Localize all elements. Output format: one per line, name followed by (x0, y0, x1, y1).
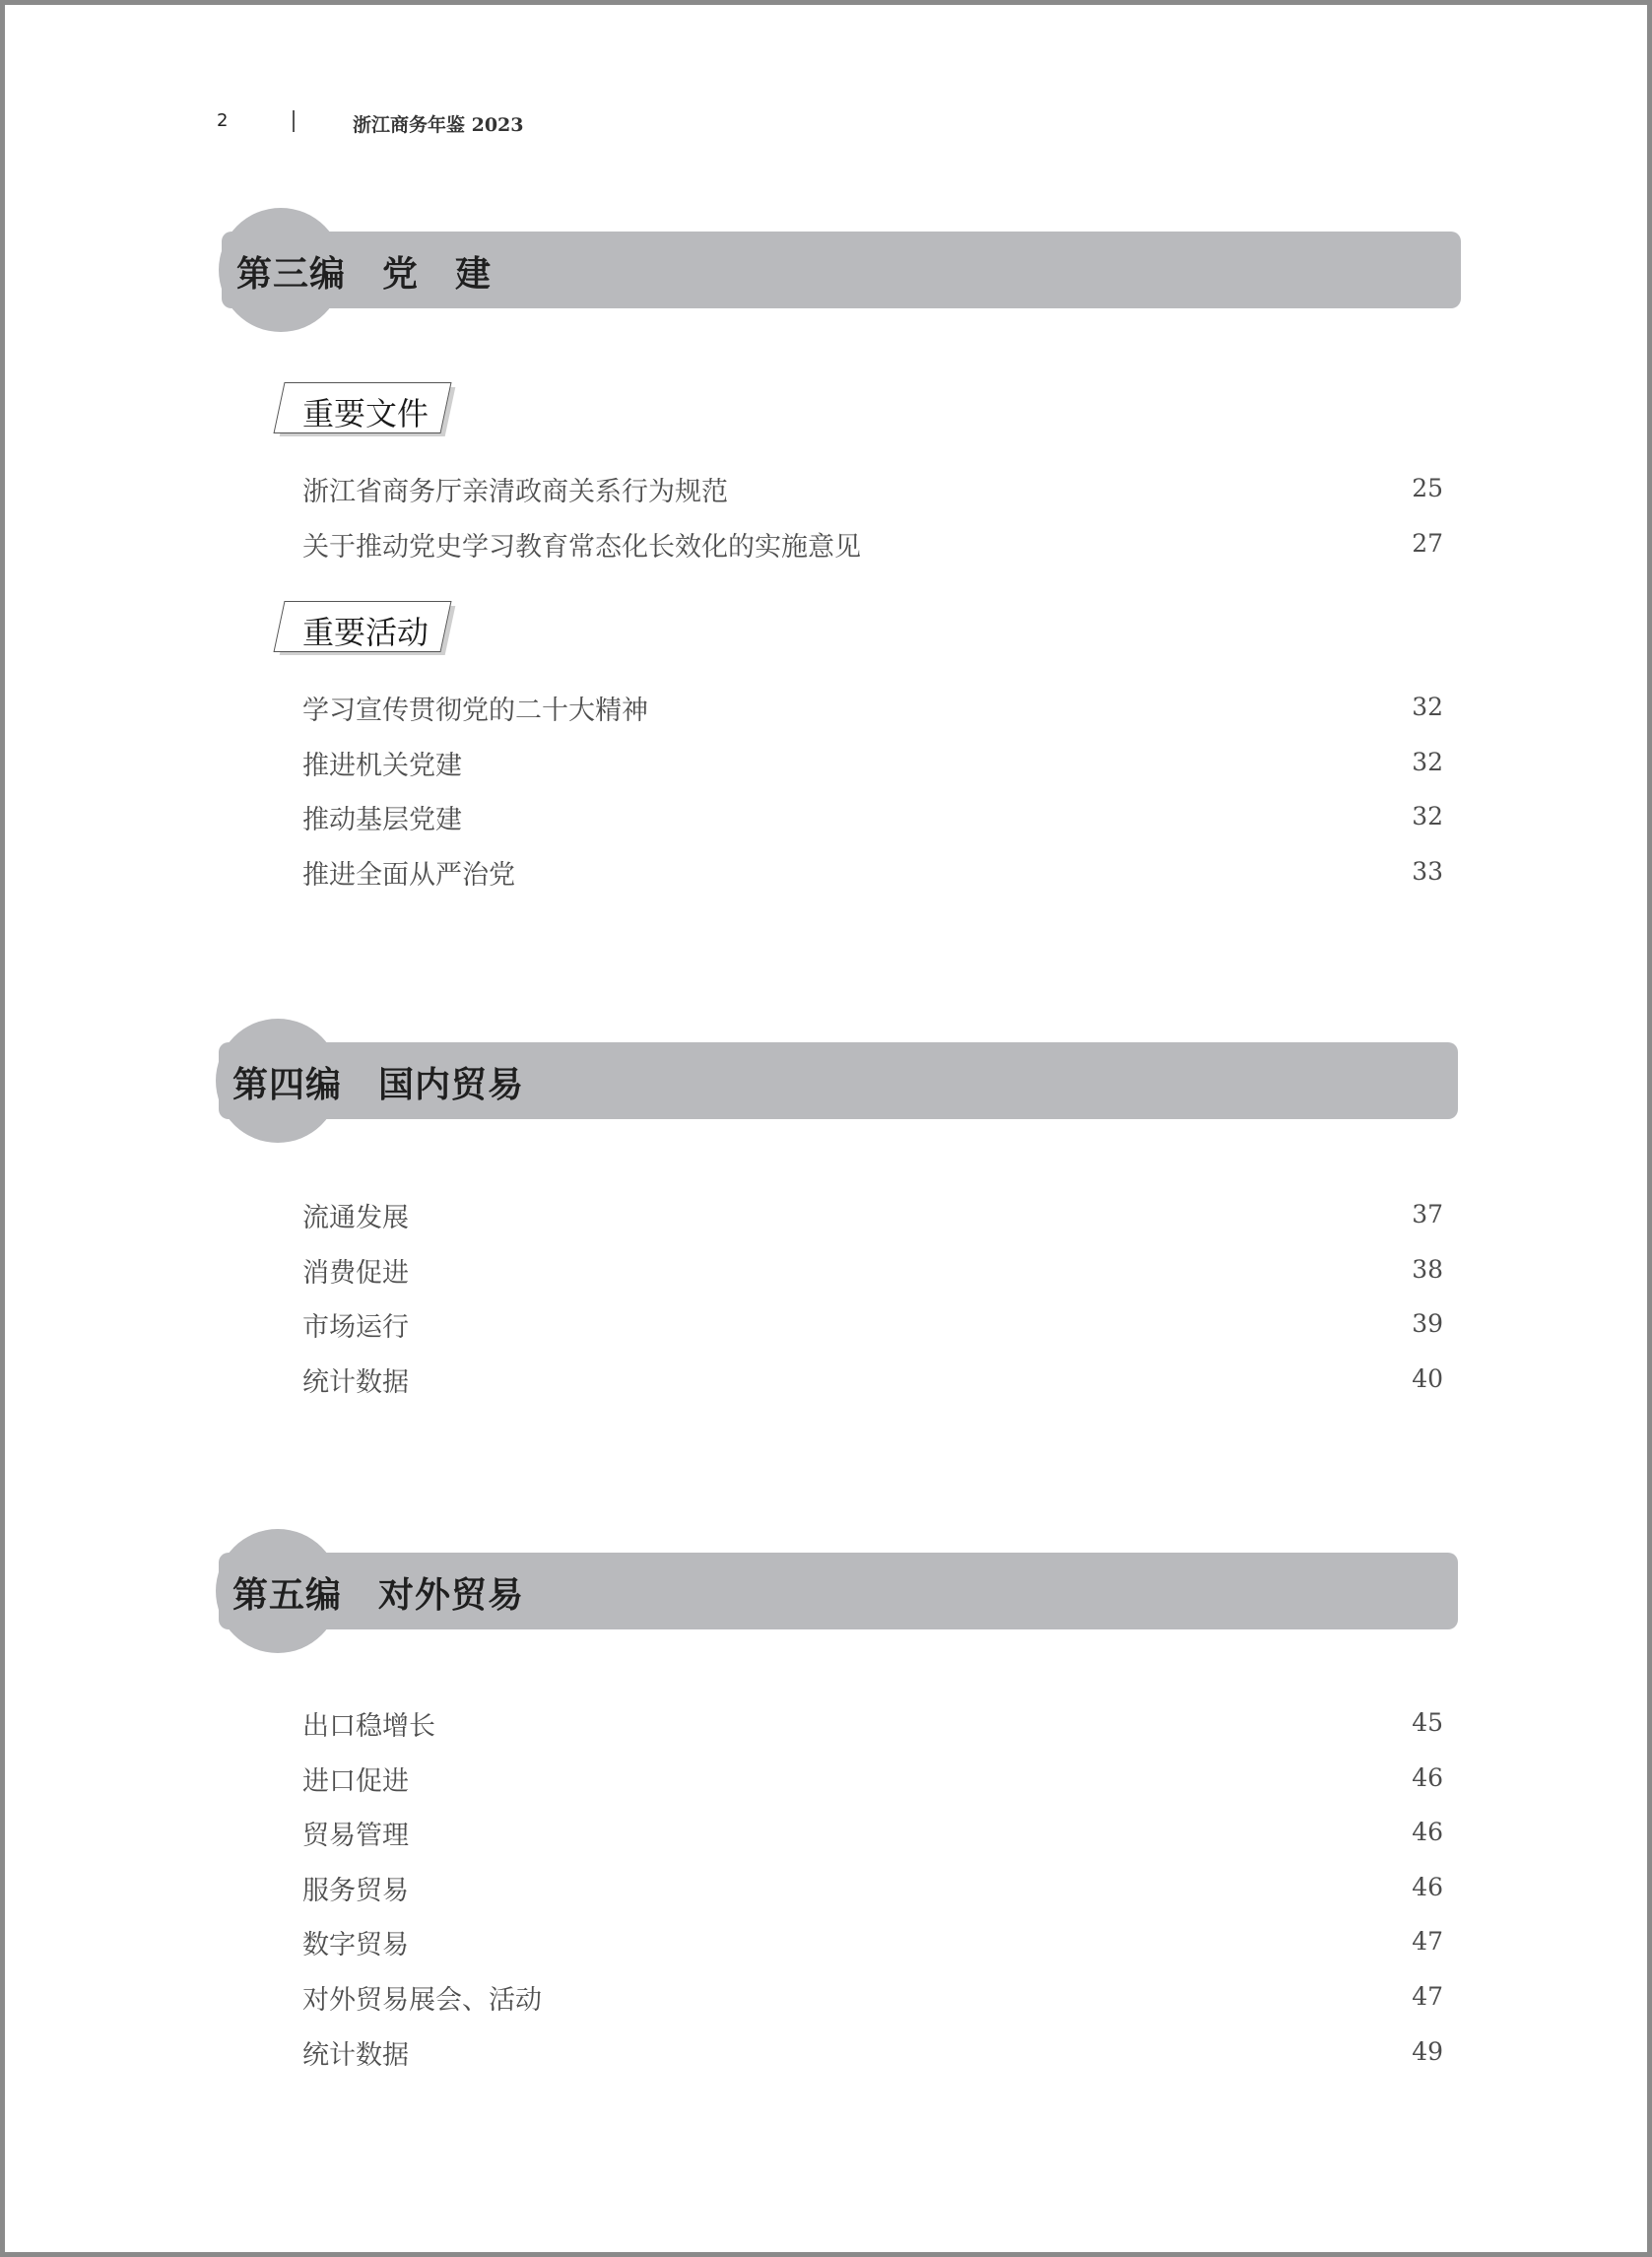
toc-entry[interactable] (302, 2033, 1443, 2089)
toc-list-part-3-activities (302, 689, 1443, 907)
toc-entry-title[interactable]: 推动基层党建 (302, 805, 462, 836)
toc-entry-page: 46 (1412, 1872, 1443, 1901)
toc-entry-page: 46 (1412, 1762, 1443, 1792)
part-5-title[interactable]: 第五编 对外贸易 (232, 1574, 525, 1616)
toc-entry-title[interactable]: 推进机关党建 (302, 750, 462, 781)
toc-entry[interactable] (302, 1251, 1443, 1306)
header-divider (293, 110, 295, 132)
section-tag-important-documents (279, 382, 458, 437)
toc-entry-page: 46 (1412, 1818, 1443, 1847)
toc-entry[interactable] (302, 1361, 1443, 1416)
toc-entry[interactable] (302, 798, 1443, 853)
toc-entry-page: 32 (1412, 802, 1443, 831)
toc-entry-title[interactable]: 出口稳增长 (302, 1711, 435, 1742)
toc-entry[interactable] (302, 744, 1443, 799)
toc-list-part-5 (302, 1704, 1443, 2088)
toc-entry-page: 37 (1412, 1200, 1443, 1228)
toc-entry[interactable] (302, 1704, 1443, 1759)
toc-entry-page: 32 (1412, 747, 1443, 776)
toc-entry-title[interactable]: 消费促进 (302, 1257, 409, 1289)
toc-entry[interactable] (302, 1759, 1443, 1815)
toc-entry-title[interactable]: 对外贸易展会、活动 (302, 1984, 542, 2016)
toc-entry-title[interactable]: 统计数据 (302, 1366, 409, 1398)
toc-entry-page: 25 (1412, 474, 1443, 502)
toc-entry[interactable] (302, 470, 1443, 525)
toc-entry-page: 38 (1412, 1254, 1443, 1284)
toc-entry-page: 40 (1412, 1363, 1443, 1393)
part-4-title[interactable]: 第四编 国内贸易 (232, 1064, 525, 1105)
section-label: 重要活动 (302, 614, 430, 651)
toc-entry[interactable] (302, 1978, 1443, 2033)
part-3-title[interactable]: 第三编 党 建 (236, 253, 493, 295)
toc-entry-title[interactable]: 推进全面从严治党 (302, 859, 515, 891)
toc-entry-page: 47 (1412, 1927, 1443, 1957)
toc-entry[interactable] (302, 853, 1443, 908)
section-label: 重要文件 (302, 395, 430, 432)
toc-entry-title[interactable]: 数字贸易 (302, 1930, 409, 1961)
toc-entry-page: 49 (1412, 2036, 1443, 2066)
toc-entry[interactable] (302, 525, 1443, 580)
toc-entry[interactable] (302, 689, 1443, 744)
toc-entry-page: 33 (1412, 856, 1443, 886)
page-number: 2 (217, 110, 229, 131)
toc-entry-title[interactable]: 浙江省商务厅亲清政商关系行为规范 (302, 477, 728, 507)
toc-entry-page: 47 (1412, 1981, 1443, 2011)
toc-entry-title[interactable]: 统计数据 (302, 2039, 409, 2071)
toc-entry[interactable] (302, 1814, 1443, 1869)
toc-entry-page: 27 (1412, 528, 1443, 558)
toc-entry-page: 45 (1412, 1708, 1443, 1737)
toc-entry-title[interactable]: 学习宣传贯彻党的二十大精神 (302, 696, 648, 726)
toc-entry-title[interactable]: 贸易管理 (302, 1821, 409, 1852)
toc-entry-page: 39 (1412, 1309, 1443, 1339)
toc-entry-title[interactable]: 进口促进 (302, 1765, 409, 1797)
book-title: 浙江商务年鉴 2023 (353, 114, 524, 136)
section-tag-important-activities (279, 601, 458, 656)
toc-entry[interactable] (302, 1869, 1443, 1924)
toc-list-part-3-documents (302, 470, 1443, 579)
toc-entry-title[interactable]: 流通发展 (302, 1203, 409, 1233)
toc-entry[interactable] (302, 1196, 1443, 1251)
toc-entry-page: 32 (1412, 693, 1443, 721)
toc-entry[interactable] (302, 1305, 1443, 1361)
toc-entry-title[interactable]: 市场运行 (302, 1312, 409, 1344)
toc-entry[interactable] (302, 1923, 1443, 1978)
toc-list-part-4 (302, 1196, 1443, 1415)
toc-entry-title[interactable]: 服务贸易 (302, 1875, 409, 1906)
toc-entry-title[interactable]: 关于推动党史学习教育常态化长效化的实施意见 (302, 531, 861, 563)
